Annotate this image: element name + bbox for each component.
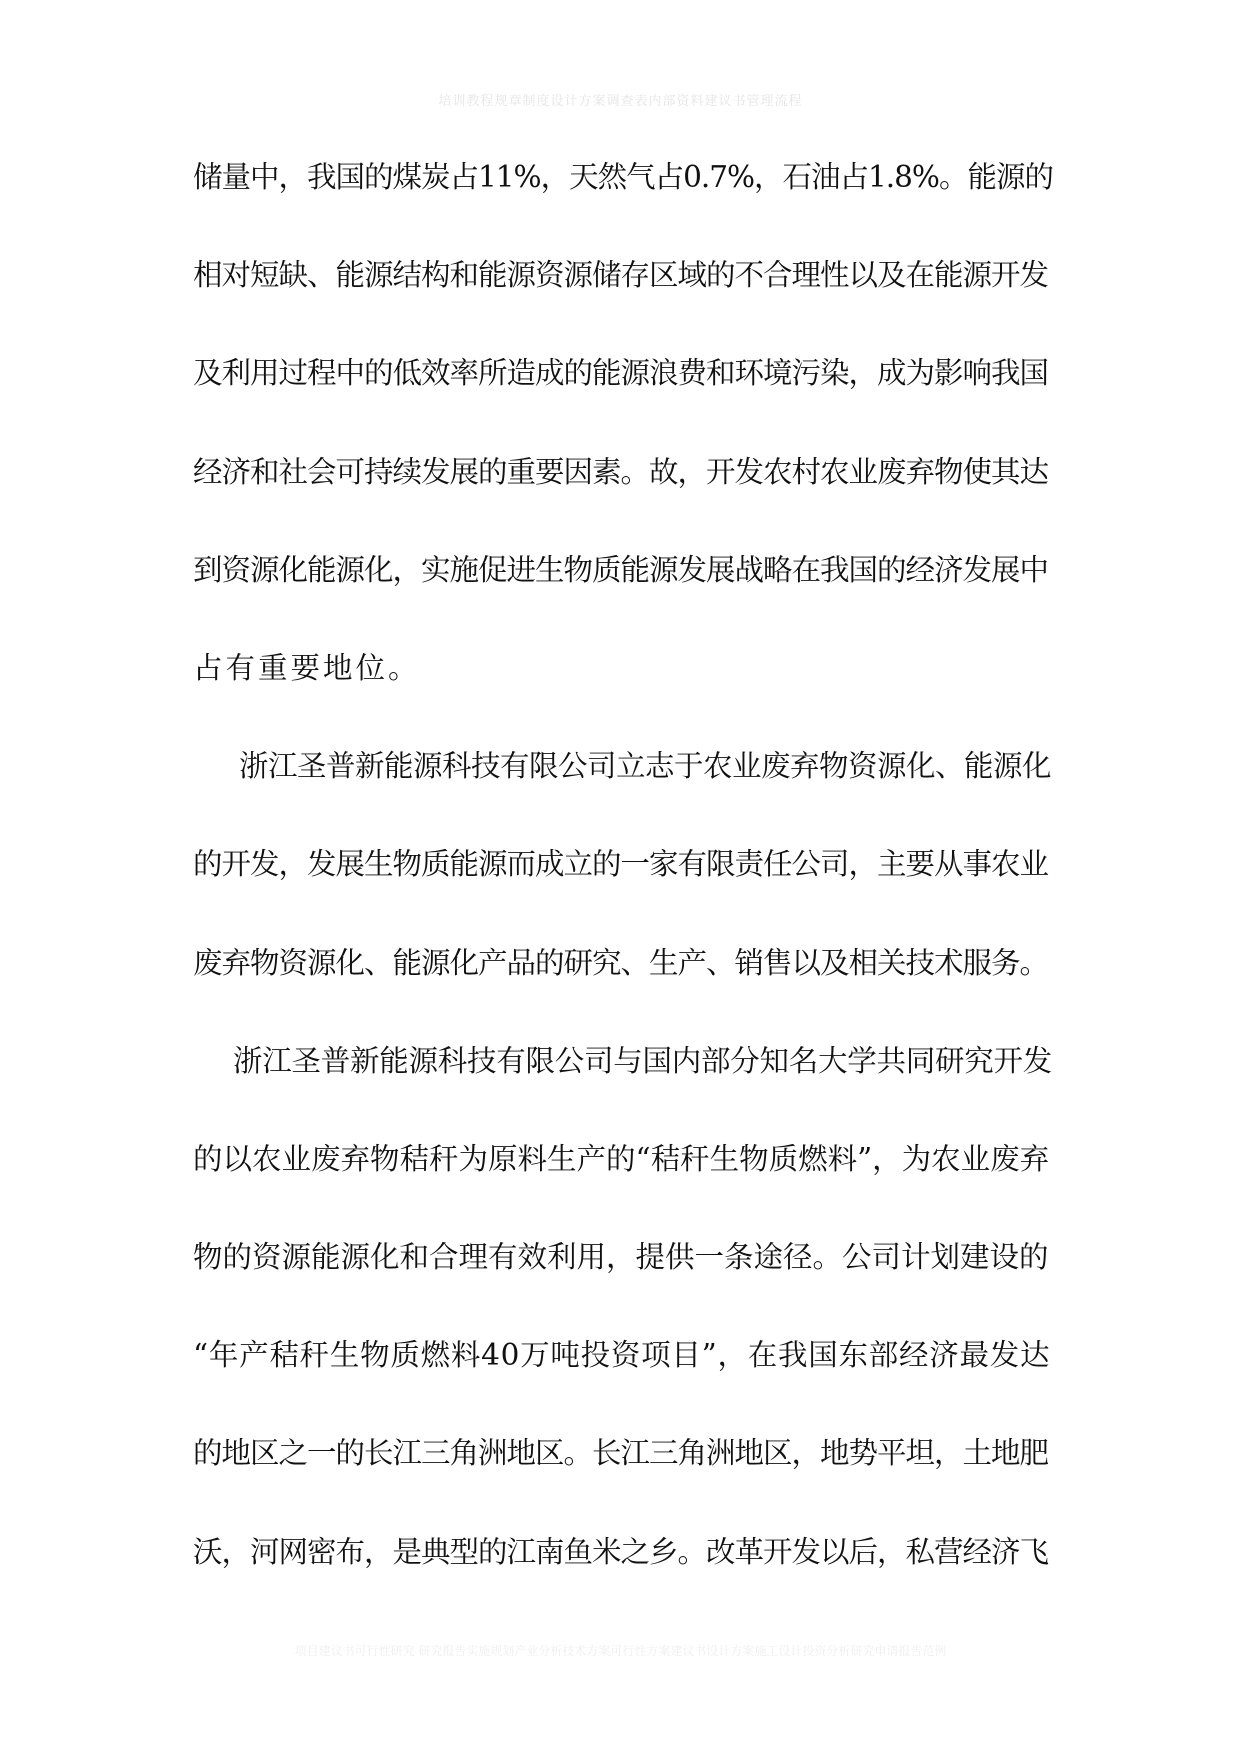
paragraph-start-line: 浙江圣普新能源科技有限公司与国内部分知名大学共同研究开发 xyxy=(233,1043,1053,1078)
document-body xyxy=(193,152,1055,1625)
text-line: “年产秸秆生物质燃料40万吨投资项目”，在我国东部经济最发达 xyxy=(193,1338,1051,1373)
text-line: 占有重要地位。 xyxy=(193,650,421,685)
text-line: 的以农业废弃物秸秆为原料生产的“秸秆生物质燃料”，为农业废弃 xyxy=(193,1141,1050,1176)
text-line: 到资源化能源化，实施促进生物质能源发展战略在我国的经济发展中 xyxy=(193,552,1049,587)
text-line: 物的资源能源化和合理有效利用，提供一条途径。公司计划建设的 xyxy=(193,1240,1049,1275)
text-line: 储量中，我国的煤炭占11%，天然气占0.7%，石油占1.8%。能源的 xyxy=(193,160,1053,194)
text-line: 经济和社会可持续发展的重要因素。故，开发农村农业废弃物使其达 xyxy=(193,454,1049,489)
text-line: 沃，河网密布，是典型的江南鱼米之乡。改革开发以后，私营经济飞 xyxy=(193,1534,1049,1569)
header-watermark: 培训教程规章制度设计方案调查表内部资料建议书管理流程 xyxy=(438,94,803,109)
footer-watermark: 项目建议书可行性研究 研究报告实施规划产业分析技术方案可行性方案建议书设计方案施工设计投资分析研究申请报告范例 xyxy=(294,1644,947,1658)
text-line: 的开发，发展生物质能源而成立的一家有限责任公司，主要从事农业 xyxy=(193,847,1049,882)
text-line: 的地区之一的长江三角洲地区。长江三角洲地区，地势平坦，土地肥 xyxy=(193,1436,1049,1471)
paragraph-start-line: 浙江圣普新能源科技有限公司立志于农业废弃物资源化、能源化 xyxy=(239,749,1052,784)
text-line: 相对短缺、能源结构和能源资源储存区域的不合理性以及在能源开发 xyxy=(193,258,1049,293)
text-line: 废弃物资源化、能源化产品的研究、生产、销售以及相关技术服务。 xyxy=(193,945,1049,980)
text-line: 及利用过程中的低效率所造成的能源浪费和环境污染，成为影响我国 xyxy=(193,356,1049,391)
